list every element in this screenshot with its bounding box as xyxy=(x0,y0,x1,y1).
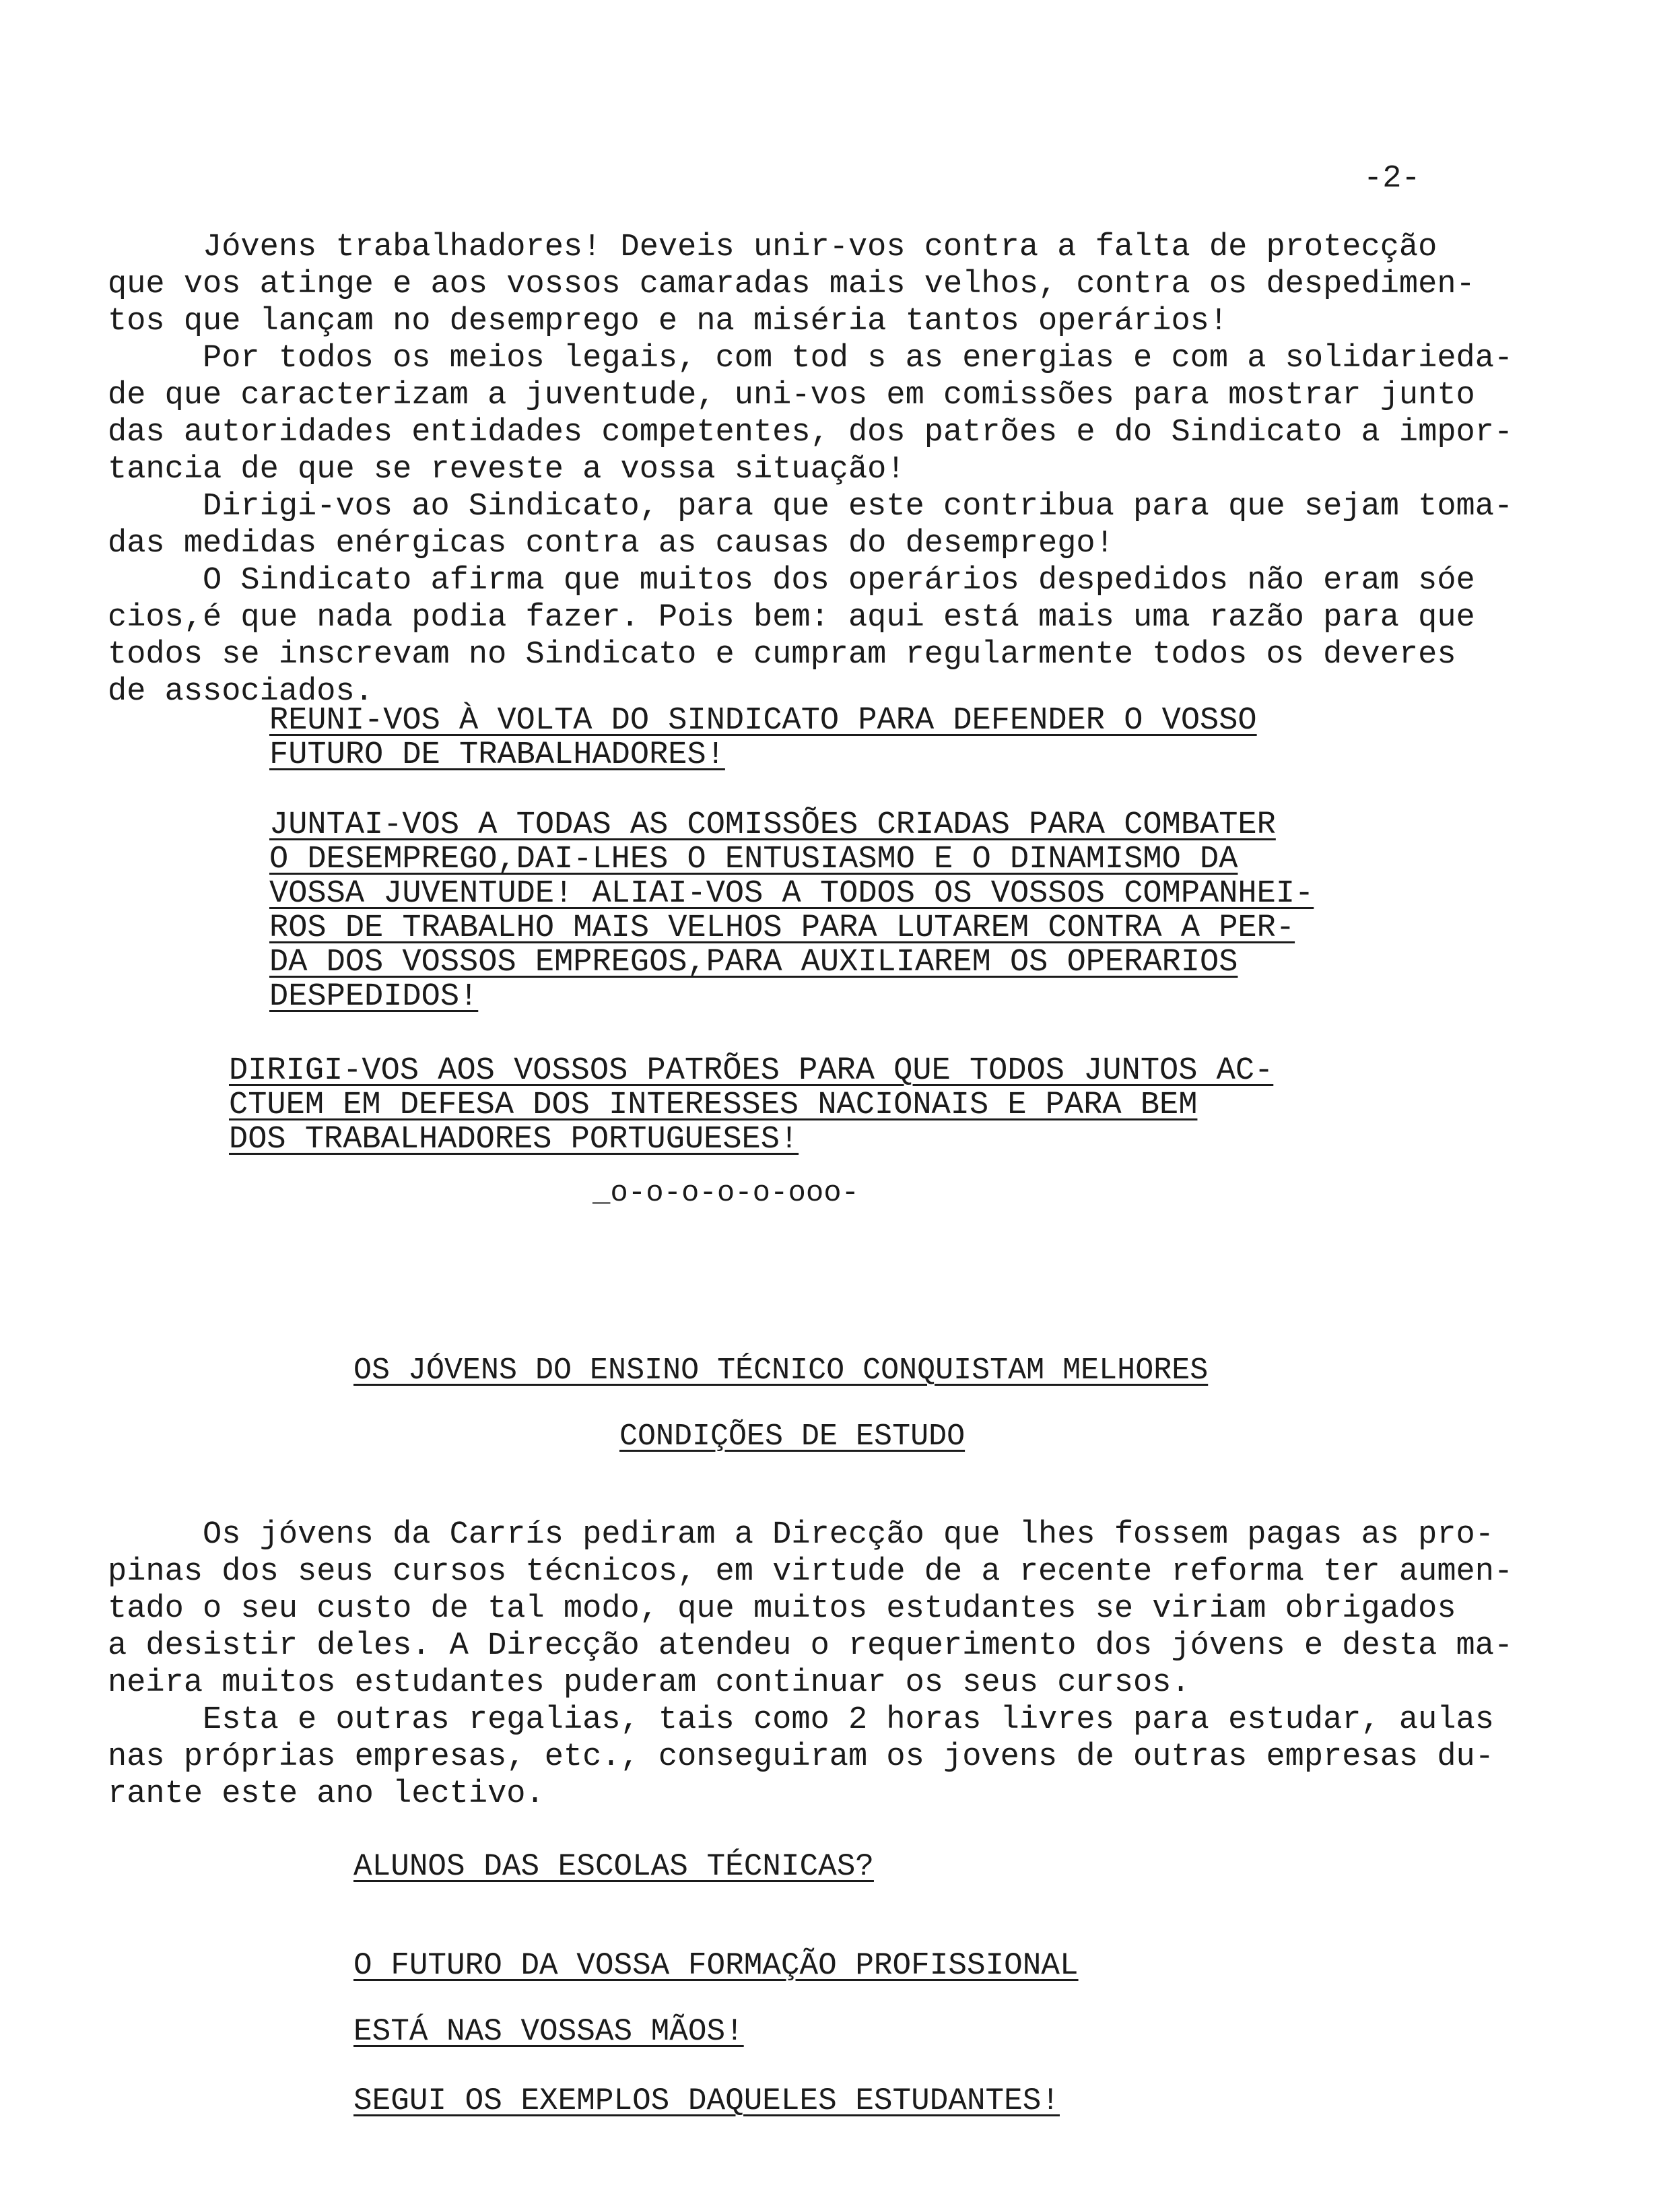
article-line: Os jóvens da Carrís pediram a Direcção que lhes fossem pagas as pro- xyxy=(108,1517,1494,1553)
section-1-line: que vos atinge e aos vossos camaradas mais velhos, contra os despedimen- xyxy=(108,267,1475,302)
page-number: -2- xyxy=(1363,161,1421,197)
article-line: a desistir deles. A Direcção atendeu o requerimento dos jóvens e desta ma- xyxy=(108,1628,1514,1664)
appeal-block xyxy=(269,704,1257,772)
section-1-paragraphs xyxy=(108,229,1576,710)
closing-line: SEGUI OS EXEMPLOS DAQUELES ESTUDANTES! xyxy=(353,2083,1060,2118)
appeal-line: DESPEDIDOS! xyxy=(269,979,479,1015)
article-line: neira muitos estudantes puderam continuar os seus cursos. xyxy=(108,1665,1190,1701)
section-1-line: todos se inscrevam no Sindicato e cumpram regularmente todos os deveres xyxy=(108,637,1456,673)
section-1-line: tos que lançam no desemprego e na miséria tantos operários! xyxy=(108,304,1229,339)
article-line: nas próprias empresas, etc., conseguiram os jovens de outras empresas du- xyxy=(108,1739,1494,1775)
closing-question: ALUNOS DAS ESCOLAS TÉCNICAS? xyxy=(353,1849,874,1884)
appeal-line: VOSSA JUVENTUDE! ALIAI-VOS A TODOS OS VOSSOS COMPANHEI- xyxy=(269,876,1314,912)
closing-line: O FUTURO DA VOSSA FORMAÇÃO PROFISSIONAL xyxy=(353,1948,1079,1983)
section-1-line: das autoridades entidades competentes, dos patrões e do Sindicato a impor- xyxy=(108,415,1514,450)
appeal-line: DOS TRABALHADORES PORTUGUESES! xyxy=(229,1122,799,1158)
appeal-line: JUNTAI-VOS A TODAS AS COMISSÕES CRIADAS PARA COMBATER xyxy=(269,807,1276,843)
article-line: tado o seu custo de tal modo, que muitos estudantes se viriam obrigados xyxy=(108,1591,1456,1627)
appeal-line: O DESEMPREGO,DAI-LHES O ENTUSIASMO E O DINAMISMO DA xyxy=(269,842,1238,877)
section-1-line: cios,é que nada podia fazer. Pois bem: aqui está mais uma razão para que xyxy=(108,600,1475,636)
separator-line: _o-o-o-o-o-ooo- xyxy=(592,1176,860,1210)
section-1-line: Jóvens trabalhadores! Deveis unir-vos contra a falta de protecção xyxy=(108,230,1437,265)
section-1-line: das medidas enérgicas contra as causas do desemprego! xyxy=(108,526,1114,562)
section-1-line: O Sindicato afirma que muitos dos operários despedidos não eram sóe xyxy=(108,563,1475,599)
appeal-block xyxy=(269,808,1314,1014)
section-1-line: Por todos os meios legais, com tod s as energias e com a solidarieda- xyxy=(108,341,1514,376)
appeal-line: DIRIGI-VOS AOS VOSSOS PATRÕES PARA QUE TODOS JUNTOS AC- xyxy=(229,1053,1274,1089)
section-1-line: de associados. xyxy=(108,674,374,710)
article-line: rante este ano lectivo. xyxy=(108,1776,545,1812)
article-subheading: CONDIÇÕES DE ESTUDO xyxy=(619,1419,966,1454)
appeal-line: DA DOS VOSSOS EMPREGOS,PARA AUXILIAREM OS OPERARIOS xyxy=(269,945,1238,980)
closing-line: ESTÁ NAS VOSSAS MÃOS! xyxy=(353,2014,744,2049)
article-heading: OS JÓVENS DO ENSINO TÉCNICO CONQUISTAM MELHORES xyxy=(353,1353,1209,1388)
section-1-line: tancia de que se reveste a vossa situação! xyxy=(108,452,906,488)
article-line: Esta e outras regalias, tais como 2 horas livres para estudar, aulas xyxy=(108,1702,1494,1738)
article-line: pinas dos seus cursos técnicos, em virtude de a recente reforma ter aumen- xyxy=(108,1554,1514,1590)
appeal-line: FUTURO DE TRABALHADORES! xyxy=(269,737,725,773)
appeal-line: CTUEM EM DEFESA DOS INTERESSES NACIONAIS E PARA BEM xyxy=(229,1087,1198,1123)
appeal-line: ROS DE TRABALHO MAIS VELHOS PARA LUTAREM CONTRA A PER- xyxy=(269,910,1295,946)
appeal-line: REUNI-VOS À VOLTA DO SINDICATO PARA DEFENDER O VOSSO xyxy=(269,703,1257,739)
section-1-line: de que caracterizam a juventude, uni-vos em comissões para mostrar junto xyxy=(108,378,1475,413)
appeal-block xyxy=(229,1054,1273,1157)
article-paragraphs xyxy=(108,1516,1576,1813)
section-1-line: Dirigi-vos ao Sindicato, para que este contribua para que sejam toma- xyxy=(108,489,1514,525)
